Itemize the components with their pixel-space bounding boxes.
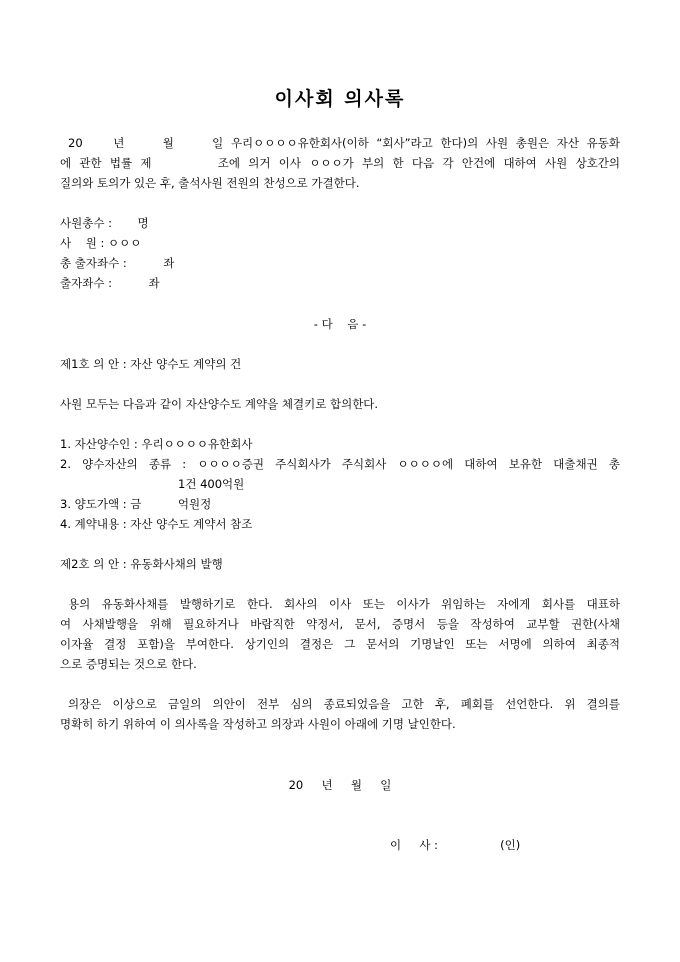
member-total: 사원총수 : 명 bbox=[60, 216, 149, 230]
agenda1-item-3: 3. 양도가액 : 금 억원정 bbox=[60, 497, 212, 511]
agenda1-item-2: 2. 양수자산의 종류 : ㅇㅇㅇㅇ증권 주식회사가 주식회사 ㅇㅇㅇㅇ에 대하여 보유한 대출채권 총 bbox=[60, 457, 620, 471]
signature-line: 이 사 : (인) bbox=[390, 838, 521, 852]
agenda2-body-3: 이자율 결정 포함)을 부여한다. 상기인의 결정은 그 문서의 기명날인 또는 서명에 의하여 최종적 bbox=[60, 637, 620, 651]
agenda1-body: 사원 모두는 다음과 같이 자산양수도 계약을 체결키로 합의한다. bbox=[60, 397, 379, 411]
agenda1-item-2-cont: 1건 400억원 bbox=[178, 477, 245, 491]
document-title: 이사회 의사록 bbox=[274, 88, 406, 110]
closing-line-2: 명확히 하기 위하여 이 의사록을 작성하고 의장과 사원이 아래에 기명 날인한다. bbox=[60, 717, 456, 731]
agenda2-heading: 제2호 의 안 : 유동화사채의 발행 bbox=[60, 557, 223, 571]
closing-line-1: 의장은 이상으로 금일의 의안이 전부 심의 종료되었음을 고한 후, 폐회를 선언한다. 위 결의를 bbox=[68, 697, 620, 711]
attending-shares: 출자좌수 : 좌 bbox=[60, 276, 160, 290]
agenda1-item-1: 1. 자산양수인 : 우리ㅇㅇㅇㅇ유한회사 bbox=[60, 437, 253, 451]
agenda2-body-4: 으로 증명되는 것으로 한다. bbox=[60, 657, 197, 671]
date-line: 20 년 월 일 bbox=[288, 778, 392, 792]
agenda2-body-2: 여 사채발행을 위해 필요하거나 바람직한 약정서, 문서, 증명서 등을 작성하여 교부할 권한(사채 bbox=[60, 617, 620, 631]
intro-line-2: 에 관한 법률 제 조에 의거 이사 ㅇㅇㅇ가 부의 한 다음 각 안건에 대하여 사원 상호간의 bbox=[60, 156, 620, 170]
member-names: 사 원 : ㅇㅇㅇ bbox=[60, 236, 142, 250]
next-heading: - 다 음 - bbox=[313, 317, 367, 331]
agenda2-body-1: 용의 유동화사채를 발행하기로 한다. 회사의 이사 또는 이사가 위임하는 자에게 회사를 대표하 bbox=[68, 597, 620, 611]
agenda1-item-4: 4. 계약내용 : 자산 양수도 계약서 참조 bbox=[60, 517, 253, 531]
agenda1-heading: 제1호 의 안 : 자산 양수도 계약의 건 bbox=[60, 357, 242, 371]
total-shares: 총 출자좌수 : 좌 bbox=[60, 256, 175, 270]
intro-line-3: 질의와 토의가 있은 후, 출석사원 전원의 찬성으로 가결한다. bbox=[60, 176, 360, 190]
intro-line-1: 20 년 월 일 우리ㅇㅇㅇㅇ유한회사(이하 “회사”라고 한다)의 사원 총원은 자산 유동화 bbox=[68, 136, 620, 150]
